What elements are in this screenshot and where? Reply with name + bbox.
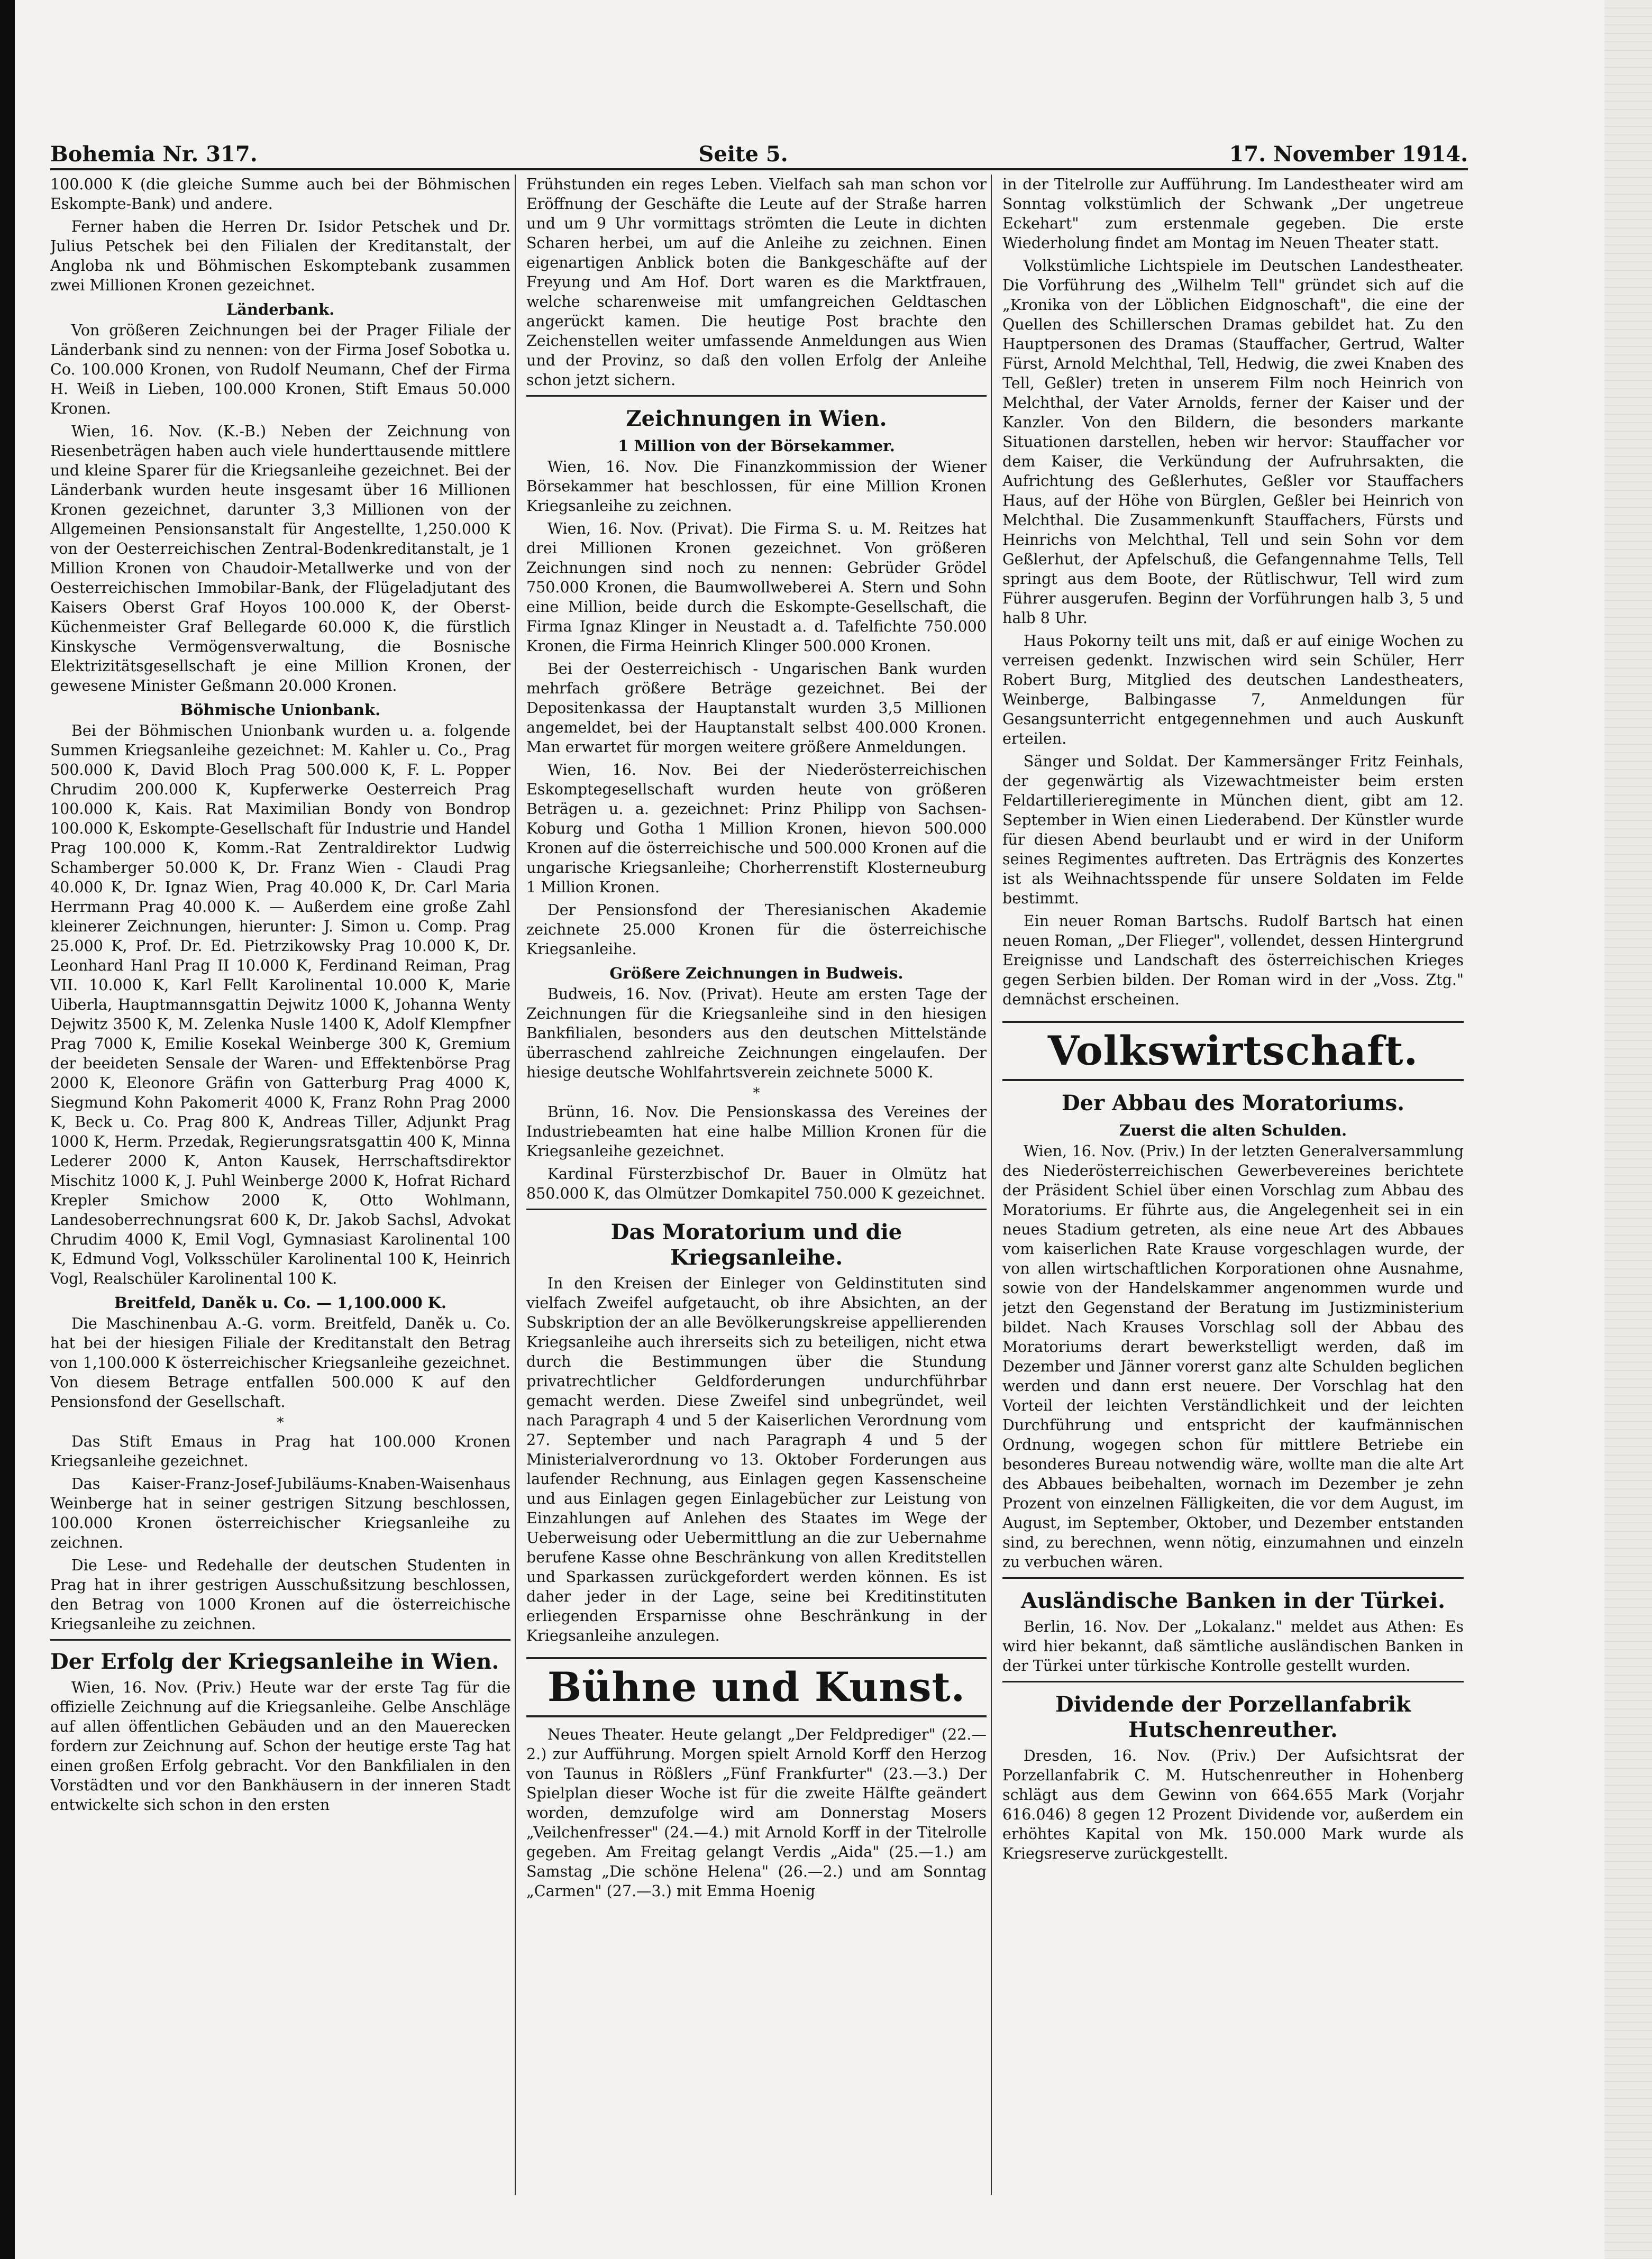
article-text: Bei der Böhmischen Unionbank wurden u. a. folgende Summen Kriegsanleihe gezeichnet: M. Kahler u. Co., Prag 500.000 K, David Bloch Prag 500.000 K, F. L. Popper Chrudim 200.000 K, Kupferwerke Oesterreich Prag 100.000 K, Kais. Rat Maximilian Bondy von Bondrop 100.000 K, Eskompte-Gesellschaft für Industrie und Handel Prag 100.000 K, Komm.-Rat Zentraldirektor Ludwig Schamberger 50.000 K, Dr. Franz Wien - Claudi Prag 40.000 K, Dr. Ignaz Wien, Prag 40.000 K, Dr. Carl Maria Herrmann Prag 40.000 K. — Außerdem eine große Zahl kleinerer Zeichnungen, hierunter: J. Simon u. Comp. Prag 25.000 K, Prof. Dr. Ed. Pietrzikowsky Prag 10.000 K, Dr. Leonhard Hanl Prag II 10.000 K, Ferdinand Reiman, Prag VII. 10.000 K, Karl Fellt Karolinental 10.000 K, Marie Uiberla, Hauptmannsgattin Dejwitz 1000 K, Johanna Wenty Dejwitz 3500 K, M. Zelenka Nusle 1400 K, Adolf Klempfner Prag 7000 K, Emilie Kosekal Weinberge 300 K, Gremium der beeideten Sensale der Waren- und Effektenbörse Prag 2000 K, Eleonore Gräfin von Gatterburg Prag 4000 K, Siegmund Kohn Pakomerit 4000 K, Franz Rohn Prag 2000 K, Beck u. Co. Prag 800 K, Andreas Tiller, Adjunkt Prag 1000 K, Herm. Przedak, Regierungsratsgattin 400 K, Minna Lederer 2000 K, Anton Kausek, Herrschaftsdirektor Mischitz 1000 K, J. Puhl Weinberge 2000 K, Hofrat Richard Krepler Smichow 2000 K, Otto Wohlmann, Landesoberrechnungsrat 600 K, Dr. Jakob Sachsl, Advokat Chrudim 4000 K, Emil Vogl, Gymnasiast Karolinental 100 K, Edmund Vogl, Volksschüler Karolinental 100 K, Heinrich Vogl, Realschüler Karolinental 100 K. — [50, 722, 510, 1287]
article-text: Das Kaiser-Franz-Josef-Jubiläums-Knaben-Waisenhaus Weinberge hat in seiner gestrigen Sitzung beschlossen, 100.000 Kronen österreichischer Kriegsanleihe zu zeichnen. — [50, 1475, 510, 1551]
article-text: 100.000 K (die gleiche Summe auch bei der Böhmischen Eskompte-Bank) und andere. — [50, 176, 510, 213]
section-banner: Volkswirtschaft. — [1002, 1021, 1464, 1081]
article-text: Die Maschinenbau A.-G. vorm. Breitfeld, Daněk u. Co. hat bei der hiesigen Filiale der Kreditanstalt den Betrag von 1,100.000 K österreichischer Kriegsanleihe gezeichnet. Von diesem Betrage entfallen 500.000 K auf den Pensionsfond der Gesellschaft. — [50, 1315, 510, 1411]
newspaper-columns — [50, 175, 1468, 2195]
article-text: Der Pensionsfond der Theresianischen Akademie zeichnete 25.000 Kronen für die österreichische Kriegsanleihe. — [526, 901, 987, 958]
section-subheading: Länderbank. — [226, 300, 335, 318]
article-text: Wien, 16. Nov. (Priv.) In der letzten Generalversammlung des Niederösterreichischen Gewerbevereines berichtete der Präsident Schiel über einen Vorschlag zum Abbau des Moratoriums. Er führte aus, die Angelegenheit sei in ein neues Stadium getreten, als eine neue Art des Abbaues vom kaiserlichen Rate Krause vorgeschlagen wurde, der von allen wirtschaftlichen Korporationen ohne Ausnahme, sowie von der Handelskammer angenommen wurde und jetzt den Gegenstand der Beratung im Justizministerium bildet. Nach Krauses Vorschlag soll der Abbau des Moratoriums derart bewerkstelligt werden, daß im Dezember und Jänner vorerst ganz alte Schulden beglichen werden und dann erst neuere. Der Vorschlag hat den Vorteil der leichten Verständlichkeit und der leichten Durchführung und entspricht der kaufmännischen Ordnung, wogegen schon für mittlere Betriebe ein besonderes Bureau notwendig wäre, wollte man die alte Art des Abbaues beibehalten, wornach im Dezember je zehn Prozent von einzelnen Fälligkeiten, die vor dem August, im August, im September, Oktober, und Dezember entstanden sind, zu berechnen, wenn nötig, einzumahnen und einzeln zu verbuchen wären. — [1002, 1142, 1464, 1571]
article-text: Wien, 16. Nov. (Priv.) Heute war der erste Tag für die offizielle Zeichnung auf die Kriegsanleihe. Gelbe Anschläge auf allen öffentlichen Gebäuden und an den Mauerecken fordern zur Zeichnung auf. Schon der heutige erste Tag hat einen großen Erfolg gebracht. Vor den Bankfilialen in den Vorstädten und vor den Bankhäusern in der inneren Stadt entwickelte sich schon in den ersten — [50, 1679, 510, 1814]
article-text: Wien, 16. Nov. (K.-B.) Neben der Zeichnung von Riesenbeträgen haben auch viele hunderttausende mittlere und kleine Sparer für die Kriegsanleihe gezeichnet. Bei der Länderbank wurden heute insgesamt über 16 Millionen Kronen gezeichnet, darunter 3,3 Millionen von der Allgemeinen Pensionsanstalt für Angestellte, 1,250.000 K von der Oesterreichischen Zentral-Bodenkreditanstalt, je 1 Million Kronen von Chaudoir-Metallwerke und von der Oesterreichischen Immobilar-Bank, der Flügeladjutant des Kaisers Oberst Graf Hoyos 100.000 K, der Oberst-Küchenmeister Graf Bellegarde 60.000 K, die fürstlich Kinskysche Vermögensverwaltung, die Bosnische Elektrizitätsgesellschaft je eine Million Kronen, der gewesene Minister Geßmann 20.000 Kronen. — [50, 423, 510, 694]
section-divider — [50, 1639, 510, 1641]
article-text: Neues Theater. Heute gelangt „Der Feldprediger" (22.—2.) zur Aufführung. Morgen spielt Arnold Korff den Herzog von Taunus in Rößlers „Fünf Frankfurter" (23.—3.) Der Spielplan dieser Woche ist für die zweite Hälfte geändert worden, demzufolge wird am Donnerstag Mosers „Veilchenfresser" (24.—4.) mit Arnold Korff in der Titelrolle gegeben. Am Freitag gelangt Verdis „Aida" (25.—1.) am Samstag „Die schöne Helena" (26.—2.) und am Sonntag „Carmen" (27.—3.) mit Emma Hoenig — [526, 1726, 987, 1900]
section-subheading: Breitfeld, Daněk u. Co. — 1,100.000 K. — [114, 1294, 447, 1312]
article-text: in der Titelrolle zur Aufführung. Im Landestheater wird am Sonntag volkstümlich der Schwank „Der ungetreue Eckehart" zum erstenmale gegeben. Die erste Wiederholung findet am Montag im Neuen Theater statt. — [1002, 176, 1464, 252]
header-page-number: Seite 5. — [698, 142, 788, 167]
article-text: Wien, 16. Nov. Bei der Niederösterreichischen Eskomptegesellschaft wurden heute von größeren Beträgen u. a. gezeichnet: Prinz Philipp von Sachsen-Koburg und Gotha 1 Million Kronen, hievon 500.000 Kronen auf die österreichische und 500.000 Kronen auf die ungarische Kriegsanleihe; Chorherrenstift Klosterneuburg 1 Million Kronen. — [526, 761, 987, 896]
separator-star: * — [277, 1415, 284, 1431]
article-headline: Dividende der Porzellanfabrik Hutschenreuther. — [1055, 1692, 1411, 1742]
article-text: Von größeren Zeichnungen bei der Prager Filiale der Länderbank sind zu nennen: von der Firma Josef Sobotka u. Co. 100.000 Kronen, von Rudolf Neumann, Chef der Firma H. Weiß in Lieben, 100.000 Kronen, Stift Emaus 50.000 Kronen. — [50, 322, 510, 417]
article-headline: Ausländische Banken in der Türkei. — [1020, 1588, 1446, 1613]
header-rule — [50, 168, 1468, 170]
section-subheading: Zuerst die alten Schulden. — [1119, 1121, 1347, 1139]
article-text: Bei der Oesterreichisch - Ungarischen Bank wurden mehrfach größere Beträge gezeichnet. Bei der Depositenkassa der Hauptanstalt wurden 3,5 Millionen angemeldet, bei der Hauptanstalt selbst 400.000 Kronen. Man erwartet für morgen weitere größere Anmeldungen. — [526, 660, 987, 756]
article-text: In den Kreisen der Einleger von Geldinstituten sind vielfach Zweifel aufgetaucht, ob ihre Absichten, an der Subskription der an alle Bevölkerungskreise appellierenden Kriegsanleihe auch ihrerseits sich zu beteiligen, nicht etwa durch die Bestimmungen über die Stundung privatrechtlicher Geldforderungen undurchführbar gemacht werden. Diese Zweifel sind unbegründet, weil nach Paragraph 4 und 5 der Kaiserlichen Verordnung vom 27. September und nach Paragraph 4 und 5 der Ministerialverordnung vo 13. Oktober Forderungen aus laufender Rechnung, aus Einlagen gegen Kassenscheine und aus Einlagen gegen Einlagebücher zur Leistung von Einzahlungen auf Anlehen des Staates im Wege der Ueberweisung oder Uebermittlung an die zur Uebernahme berufene Kasse ohne Beschränkung von allen Kreditstellen und Sparkassen zurückgefordert werden können. Es ist daher jeder in der Lage, seine bei Kreditinstituten erliegenden Ersparnisse ohne Beschränkung in der Kriegsanleihe anzulegen. — [526, 1275, 987, 1644]
article-text: Kardinal Fürsterzbischof Dr. Bauer in Olmütz hat 850.000 K, das Olmützer Domkapitel 750.000 K gezeichnet. — [526, 1165, 987, 1202]
section-divider — [1002, 1577, 1464, 1579]
scan-edge-left — [0, 0, 15, 2259]
section-subheading: Größere Zeichnungen in Budweis. — [609, 964, 903, 982]
section-subheading: Böhmische Unionbank. — [180, 701, 381, 719]
article-text: Budweis, 16. Nov. (Privat). Heute am ersten Tage der Zeichnungen für die Kriegsanleihe sind in den hiesigen Bankfilialen, besonders aus den deutschen Mittelstände überraschend zahlreiche Zeichnungen eingelaufen. Der hiesige deutsche Wohlfahrtsverein zeichnete 5000 K. — [526, 985, 987, 1081]
article-text: Ferner haben die Herren Dr. Isidor Petschek und Dr. Julius Petschek bei den Filialen der Kreditanstalt, der Angloba nk und Böhmischen Eskomptebank zusammen zwei Millionen Kronen gezeichnet. — [50, 218, 510, 294]
separator-star: * — [753, 1085, 760, 1101]
section-divider — [526, 395, 987, 397]
article-text: Brünn, 16. Nov. Die Pensionskassa des Vereines der Industriebeamten hat eine halbe Million Kronen für die Kriegsanleihe gezeichnet. — [526, 1103, 987, 1160]
article-text: Wien, 16. Nov. (Privat). Die Firma S. u. M. Reitzes hat drei Millionen Kronen gezeichnet. Von größeren Zeichnungen sind noch zu nennen: Gebrüder Grödel 750.000 Kronen, die Baumwollweberei A. Stern und Sohn eine Million, beide durch die Eskompte-Gesellschaft, die Firma Ignaz Klinger in Neustadt a. d. Tafelfichte 750.000 Kronen, die Firma Heinrich Klinger 500.000 Kronen. — [526, 520, 987, 655]
article-text: Ein neuer Roman Bartschs. Rudolf Bartsch hat einen neuen Roman, „Der Flieger", vollendet, dessen Hintergrund Ereignisse und Landschaft des österreichischen Krieges gegen Serbien bilden. Der Roman wird in der „Voss. Ztg." demnächst erscheinen. — [1002, 912, 1464, 1008]
header-date: 17. November 1914. — [1229, 142, 1468, 167]
header-publication: Bohemia Nr. 317. — [50, 142, 258, 167]
article-text: Berlin, 16. Nov. Der „Lokalanz." meldet aus Athen: Es wird hier bekannt, daß sämtliche ausländischen Banken in der Türkei unter türkische Kontrolle gestellt wurden. — [1002, 1618, 1464, 1675]
article-text: Frühstunden ein reges Leben. Vielfach sah man schon vor Eröffnung der Geschäfte die Leute auf der Straße harren und um 9 Uhr vormittags strömten die Leute in dichten Scharen herbei, um auf die Anleihe zu zeichnen. Einen eigenartigen Anblick boten die Bankgeschäfte auf der Freyung und Am Hof. Dort waren es die Marktfrauen, welche scharenweise mit umfangreichen Geldtaschen angerückt kamen. Die heutige Post brachte den Zeichenstellen weiter umfassende Anmeldungen aus Wien und der Provinz, so daß den vollen Erfolg der Anleihe schon jetzt sichern. — [526, 176, 987, 389]
article-headline: Zeichnungen in Wien. — [626, 406, 887, 431]
column-3 — [1002, 175, 1468, 2195]
article-headline: Der Erfolg der Kriegsanleihe in Wien. — [50, 1649, 499, 1674]
scan-edge-right — [1604, 0, 1652, 2259]
column-1 — [50, 175, 516, 2195]
article-text: Die Lese- und Redehalle der deutschen Studenten in Prag hat in ihrer gestrigen Ausschußsitzung beschlossen, den Betrag von 1000 Kronen auf die österreichische Kriegsanleihe zu zeichnen. — [50, 1557, 510, 1633]
article-headline: Der Abbau des Moratoriums. — [1061, 1091, 1405, 1115]
article-text: Das Stift Emaus in Prag hat 100.000 Kronen Kriegsanleihe gezeichnet. — [50, 1433, 510, 1470]
section-subheading: 1 Million von der Börsekammer. — [618, 437, 895, 455]
article-text: Dresden, 16. Nov. (Priv.) Der Aufsichtsrat der Porzellanfabrik C. M. Hutschenreuther in Hohenberg schlägt aus dem Gewinn von 664.655 Mark (Vorjahr 616.046) 8 gegen 12 Prozent Dividende vor, außerdem ein erhöhtes Kapital von Mk. 150.000 Mark wurde als Kriegsreserve zurückgestellt. — [1002, 1747, 1464, 1862]
article-text: Sänger und Soldat. Der Kammersänger Fritz Feinhals, der gegenwärtig als Vizewachtmeister beim ersten Feldartillerieregimente in München dient, gibt am 12. September in Wien einen Liederabend. Der Künstler wurde für diesen Abend beurlaubt und er wird in der Uniform seines Regimentes auftreten. Das Erträgnis des Konzertes ist als Weihnachtsspende für unsere Soldaten im Felde bestimmt. — [1002, 753, 1464, 907]
section-divider — [1002, 1681, 1464, 1682]
article-text: Haus Pokorny teilt uns mit, daß er auf einige Wochen zu verreisen gedenkt. Inzwischen wird sein Schüler, Herr Robert Burg, Mitglied des deutschen Landestheaters, Weinberge, Balbingasse 7, Anmeldungen für Gesangsunterricht entgegennehmen und auch Auskunft erteilen. — [1002, 632, 1464, 747]
article-text: Wien, 16. Nov. Die Finanzkommission der Wiener Börsekammer hat beschlossen, für eine Million Kronen Kriegsanleihe zu zeichnen. — [526, 458, 987, 515]
article-text: Volkstümliche Lichtspiele im Deutschen Landestheater. Die Vorführung des „Wilhelm Tell" gründet sich auf die „Kronika von der Löblichen Eidgnoschaft", die eine der Quellen des Schillerschen Dramas gebildet hat. Zu den Hauptpersonen des Dramas (Stauffacher, Gertrud, Walter Fürst, Arnold Melchthal, Tell, Hedwig, die zwei Knaben des Tell, Geßler) treten in unserem Film noch Heinrich von Melchthal, der Vater Arnolds, ferner der Kaiser und der Kanzler. Von den Bildern, die besonders markante Situationen darstellen, heben wir hervor: Stauffacher vor dem Kaiser, die Verkündung der Aufruhrsakten, die Aufrichtung des Geßlerhutes, Geßler vor Stauffachers Haus, auf der Höhe von Bürglen, Geßler bei Heinrich von Melchthal. Die Zusammenkunft Stauffachers, Fürsts und Heinrichs von Melchthal, Tell und sein Sohn vor dem Geßlerhut, der Apfelschuß, die Gefangennahme Tells, Tell springt aus dem Boote, der Rütlischwur, Tell wird zum Führer ausgerufen. Beginn der Vorführungen halb 3, 5 und halb 8 Uhr. — [1002, 257, 1464, 627]
section-divider — [526, 1209, 987, 1210]
column-2 — [526, 175, 992, 2195]
section-banner: Bühne und Kunst. — [526, 1657, 987, 1717]
page-header — [50, 130, 1468, 167]
article-headline: Das Moratorium und die Kriegsanleihe. — [610, 1220, 902, 1270]
